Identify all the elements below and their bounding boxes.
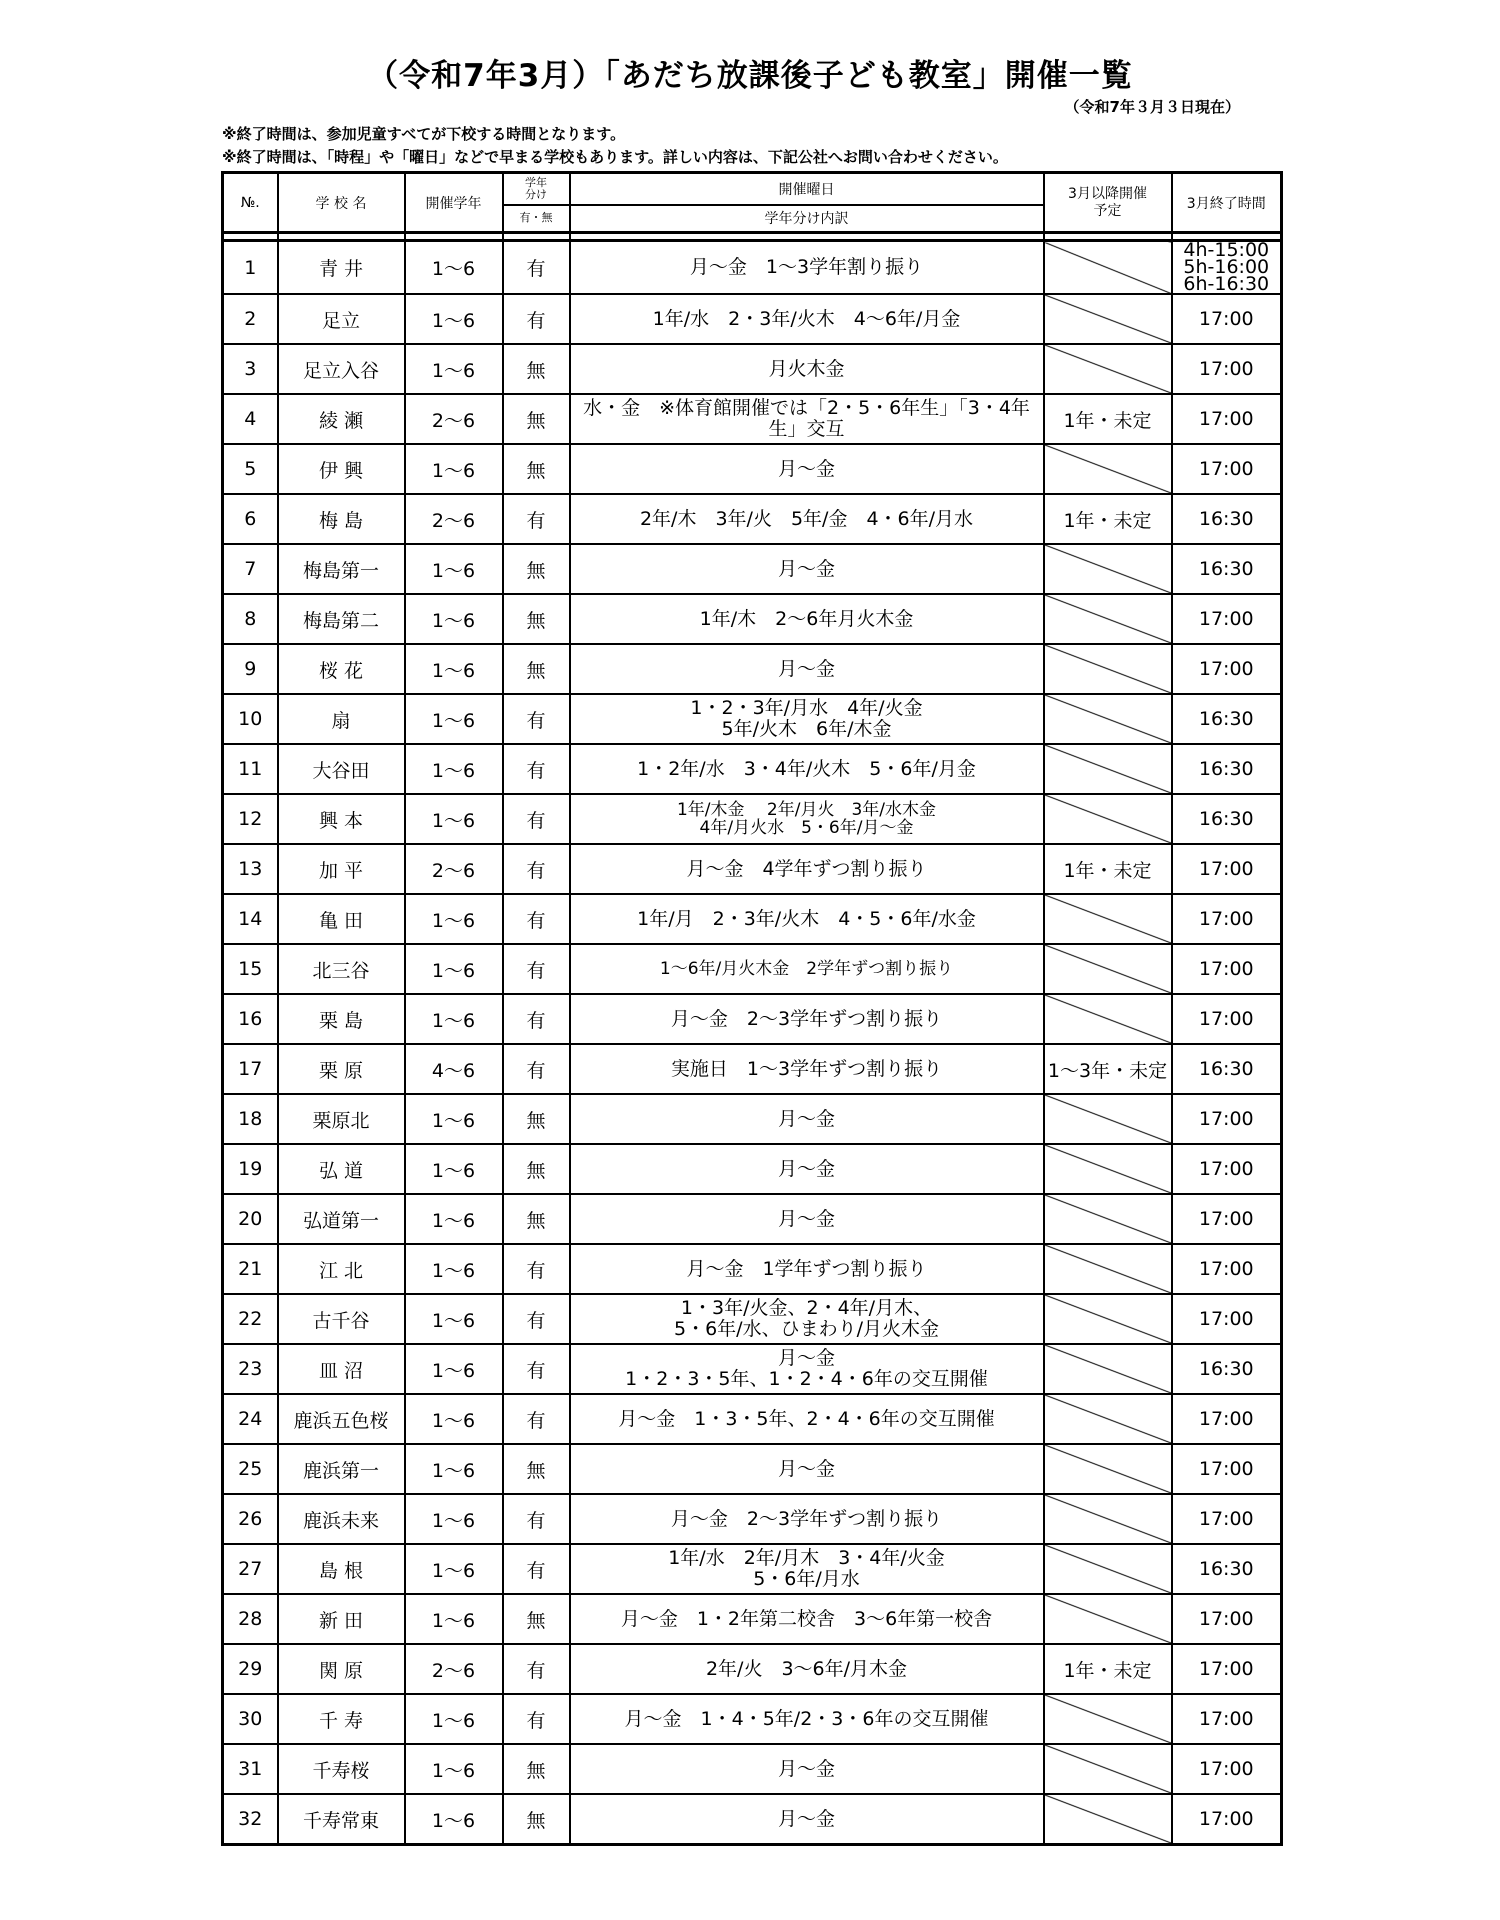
- row-number: 21: [223, 1244, 278, 1294]
- school-name: 扇: [278, 694, 405, 744]
- table-row: [223, 1394, 1282, 1444]
- grades-cell: 1～6: [405, 1344, 503, 1394]
- detail-cell: 月～金: [570, 444, 1044, 494]
- split-cell: 無: [503, 544, 570, 594]
- row-number: 11: [223, 744, 278, 794]
- end-time-cell: 16:30: [1172, 694, 1282, 744]
- end-time-cell: 16:30: [1172, 794, 1282, 844]
- table-row: [223, 444, 1282, 494]
- header-split-label: 学年分け: [525, 175, 547, 201]
- end-time-cell: 17:00: [1172, 1094, 1282, 1144]
- detail-cell: 1～6年/月火木金 2学年ずつ割り振り: [570, 944, 1044, 994]
- end-time-cell: 17:00: [1172, 994, 1282, 1044]
- split-cell: 有: [503, 1694, 570, 1744]
- row-number: 23: [223, 1344, 278, 1394]
- school-name: 関 原: [278, 1644, 405, 1694]
- march-plan-cell: [1044, 444, 1172, 494]
- split-cell: 無: [503, 1594, 570, 1644]
- table-row: [223, 1444, 1282, 1494]
- school-name: 梅 島: [278, 494, 405, 544]
- march-plan-cell: [1044, 594, 1172, 644]
- end-time-cell: 17:00: [1172, 1494, 1282, 1544]
- table-row: [223, 844, 1282, 894]
- grades-cell: 1～6: [405, 544, 503, 594]
- grades-cell: 1～6: [405, 1594, 503, 1644]
- detail-cell: 1年/木 2～6年月火木金: [570, 594, 1044, 644]
- row-number: 13: [223, 844, 278, 894]
- detail-cell: 月～金 1～3学年割り振り: [570, 241, 1044, 295]
- split-cell: 有: [503, 1044, 570, 1094]
- school-name: 弘道第一: [278, 1194, 405, 1244]
- detail-cell: 月～金: [570, 1094, 1044, 1144]
- detail-cell: 月火木金: [570, 344, 1044, 394]
- row-number: 28: [223, 1594, 278, 1644]
- schedule-table: [221, 171, 1283, 1846]
- detail-cell: 2年/木 3年/火 5年/金 4・6年/月水: [570, 494, 1044, 544]
- grades-cell: 1～6: [405, 1144, 503, 1194]
- grades-cell: 1～6: [405, 1294, 503, 1344]
- end-time-cell: 17:00: [1172, 1744, 1282, 1794]
- detail-cell: 1年/月 2・3年/火木 4・5・6年/水金: [570, 894, 1044, 944]
- table-row: [223, 1094, 1282, 1144]
- school-name: 大谷田: [278, 744, 405, 794]
- header-march-plan-label: 3月以降開催予定: [1068, 185, 1147, 219]
- row-number: 31: [223, 1744, 278, 1794]
- detail-cell: 月～金 1・2年第二校舎 3～6年第一校舎: [570, 1594, 1044, 1644]
- split-cell: 有: [503, 1244, 570, 1294]
- school-name: 伊 興: [278, 444, 405, 494]
- grades-cell: 1～6: [405, 444, 503, 494]
- table-row: [223, 1194, 1282, 1244]
- school-name: 足立入谷: [278, 344, 405, 394]
- end-time-cell: 17:00: [1172, 1444, 1282, 1494]
- end-time-cell: 17:00: [1172, 394, 1282, 444]
- school-name: 鹿浜未来: [278, 1494, 405, 1544]
- detail-cell: 月～金: [570, 1144, 1044, 1194]
- school-name: 青 井: [278, 241, 405, 295]
- row-number: 22: [223, 1294, 278, 1344]
- table-row: [223, 394, 1282, 444]
- march-plan-cell: [1044, 1794, 1172, 1845]
- table-row: [223, 594, 1282, 644]
- detail-cell: 1・3年/火金、2・4年/月木、 5・6年/水、ひまわり/月火木金: [570, 1294, 1044, 1344]
- grades-cell: 1～6: [405, 1194, 503, 1244]
- march-plan-cell: [1044, 794, 1172, 844]
- detail-cell: 月～金 2～3学年ずつ割り振り: [570, 994, 1044, 1044]
- grades-cell: 4～6: [405, 1044, 503, 1094]
- end-time-cell: 4h-15:00 5h-16:00 6h-16:30: [1172, 241, 1282, 295]
- march-plan-cell: 1年・未定: [1044, 394, 1172, 444]
- detail-cell: 2年/火 3～6年/月木金: [570, 1644, 1044, 1694]
- end-time-cell: 17:00: [1172, 1194, 1282, 1244]
- row-number: 5: [223, 444, 278, 494]
- row-number: 9: [223, 644, 278, 694]
- grades-cell: 2～6: [405, 844, 503, 894]
- split-cell: 有: [503, 1544, 570, 1594]
- march-plan-cell: [1044, 944, 1172, 994]
- school-name: 梅島第一: [278, 544, 405, 594]
- row-number: 30: [223, 1694, 278, 1744]
- march-plan-cell: [1044, 994, 1172, 1044]
- detail-cell: 1・2・3年/月水 4年/火金 5年/火木 6年/木金: [570, 694, 1044, 744]
- split-cell: 有: [503, 894, 570, 944]
- grades-cell: 1～6: [405, 894, 503, 944]
- row-number: 2: [223, 294, 278, 344]
- school-name: 北三谷: [278, 944, 405, 994]
- split-cell: 有: [503, 294, 570, 344]
- header-grades: 開催学年: [405, 173, 503, 233]
- table-body: [223, 241, 1282, 1845]
- detail-cell: 1年/水 2・3年/火木 4～6年/月金: [570, 294, 1044, 344]
- split-cell: 有: [503, 1644, 570, 1694]
- header-no: №.: [223, 173, 278, 233]
- march-plan-cell: [1044, 294, 1172, 344]
- row-number: 14: [223, 894, 278, 944]
- grades-cell: 2～6: [405, 1644, 503, 1694]
- detail-cell: 月～金 1・2・3・5年、1・2・4・6年の交互開催: [570, 1344, 1044, 1394]
- grades-cell: 1～6: [405, 794, 503, 844]
- school-name: 亀 田: [278, 894, 405, 944]
- end-time-cell: 17:00: [1172, 894, 1282, 944]
- grades-cell: 1～6: [405, 644, 503, 694]
- end-time-cell: 17:00: [1172, 1794, 1282, 1845]
- split-cell: 無: [503, 1194, 570, 1244]
- detail-cell: 実施日 1～3学年ずつ割り振り: [570, 1044, 1044, 1094]
- end-time-cell: 17:00: [1172, 1394, 1282, 1444]
- table-row: [223, 1544, 1282, 1594]
- row-number: 18: [223, 1094, 278, 1144]
- table-row: [223, 544, 1282, 594]
- march-plan-cell: [1044, 694, 1172, 744]
- school-name: 桜 花: [278, 644, 405, 694]
- school-name: 鹿浜第一: [278, 1444, 405, 1494]
- end-time-cell: 17:00: [1172, 444, 1282, 494]
- march-plan-cell: [1044, 1444, 1172, 1494]
- end-time-cell: 17:00: [1172, 1244, 1282, 1294]
- table-row: [223, 344, 1282, 394]
- table-row: [223, 994, 1282, 1044]
- header-split-values: 有・無: [503, 205, 570, 233]
- split-cell: 無: [503, 594, 570, 644]
- row-number: 25: [223, 1444, 278, 1494]
- split-cell: 無: [503, 1744, 570, 1794]
- header-march-end: 3月終了時間: [1172, 173, 1282, 233]
- split-cell: 有: [503, 1494, 570, 1544]
- march-plan-cell: 1～3年・未定: [1044, 1044, 1172, 1094]
- end-time-cell: 16:30: [1172, 1044, 1282, 1094]
- march-plan-cell: [1044, 1294, 1172, 1344]
- end-time-cell: 16:30: [1172, 1344, 1282, 1394]
- table-row: [223, 1644, 1282, 1694]
- march-plan-cell: [1044, 894, 1172, 944]
- table-row: [223, 494, 1282, 544]
- end-time-cell: 17:00: [1172, 294, 1282, 344]
- split-cell: 有: [503, 844, 570, 894]
- note-end-time: ※終了時間は、参加児童すべてが下校する時間となります。: [222, 125, 626, 143]
- table-row: [223, 794, 1282, 844]
- split-cell: 無: [503, 394, 570, 444]
- header-divider: [223, 233, 1282, 241]
- split-cell: 有: [503, 694, 570, 744]
- end-time-cell: 16:30: [1172, 494, 1282, 544]
- school-name: 鹿浜五色桜: [278, 1394, 405, 1444]
- row-number: 32: [223, 1794, 278, 1845]
- split-cell: 無: [503, 1444, 570, 1494]
- split-cell: 無: [503, 1794, 570, 1845]
- header-march-plan: [1044, 173, 1172, 233]
- march-plan-cell: [1044, 1394, 1172, 1444]
- march-plan-cell: [1044, 1494, 1172, 1544]
- march-plan-cell: [1044, 1244, 1172, 1294]
- grades-cell: 1～6: [405, 344, 503, 394]
- split-cell: 無: [503, 444, 570, 494]
- row-number: 17: [223, 1044, 278, 1094]
- march-plan-cell: [1044, 1344, 1172, 1394]
- table-header: [223, 173, 1282, 241]
- table-row: [223, 294, 1282, 344]
- grades-cell: 1～6: [405, 994, 503, 1044]
- march-plan-cell: [1044, 1594, 1172, 1644]
- march-plan-cell: [1044, 1094, 1172, 1144]
- split-cell: 無: [503, 644, 570, 694]
- grades-cell: 1～6: [405, 294, 503, 344]
- detail-cell: 月～金: [570, 1194, 1044, 1244]
- march-plan-cell: 1年・未定: [1044, 844, 1172, 894]
- end-time-cell: 17:00: [1172, 644, 1282, 694]
- march-plan-cell: 1年・未定: [1044, 494, 1172, 544]
- detail-cell: 月～金 1・3・5年、2・4・6年の交互開催: [570, 1394, 1044, 1444]
- row-number: 8: [223, 594, 278, 644]
- table-row: [223, 1594, 1282, 1644]
- end-time-cell: 17:00: [1172, 1294, 1282, 1344]
- row-number: 7: [223, 544, 278, 594]
- school-name: 皿 沼: [278, 1344, 405, 1394]
- grades-cell: 1～6: [405, 1694, 503, 1744]
- table-row: [223, 1694, 1282, 1744]
- row-number: 15: [223, 944, 278, 994]
- page-title: （令和7年3月）「あだち放課後子ども教室」開催一覧: [367, 58, 1133, 94]
- march-plan-cell: [1044, 744, 1172, 794]
- school-name: 梅島第二: [278, 594, 405, 644]
- grades-cell: 1～6: [405, 744, 503, 794]
- table-row: [223, 1494, 1282, 1544]
- end-time-cell: 17:00: [1172, 344, 1282, 394]
- row-number: 12: [223, 794, 278, 844]
- detail-cell: 月～金 1・4・5年/2・3・6年の交互開催: [570, 1694, 1044, 1744]
- detail-cell: 月～金: [570, 1744, 1044, 1794]
- school-name: 加 平: [278, 844, 405, 894]
- grades-cell: 1～6: [405, 594, 503, 644]
- split-cell: 有: [503, 1344, 570, 1394]
- note-early-finish: ※終了時間は、「時程」や「曜日」などで早まる学校もあります。詳しい内容は、下記公社へお問い合わせください。: [222, 148, 1008, 166]
- school-name: 綾 瀬: [278, 394, 405, 444]
- march-plan-cell: [1044, 544, 1172, 594]
- grades-cell: 1～6: [405, 1794, 503, 1845]
- table-row: [223, 694, 1282, 744]
- end-time-cell: 16:30: [1172, 744, 1282, 794]
- end-time-cell: 17:00: [1172, 1694, 1282, 1744]
- table-row: [223, 1794, 1282, 1845]
- march-plan-cell: [1044, 1144, 1172, 1194]
- school-name: 栗 島: [278, 994, 405, 1044]
- header-split: [503, 173, 570, 205]
- end-time-cell: 17:00: [1172, 1644, 1282, 1694]
- split-cell: 有: [503, 794, 570, 844]
- table-row: [223, 241, 1282, 295]
- grades-cell: 1～6: [405, 694, 503, 744]
- table-row: [223, 1294, 1282, 1344]
- detail-cell: 1・2年/水 3・4年/火木 5・6年/月金: [570, 744, 1044, 794]
- detail-cell: 月～金: [570, 544, 1044, 594]
- grades-cell: 1～6: [405, 1544, 503, 1594]
- split-cell: 有: [503, 494, 570, 544]
- row-number: 29: [223, 1644, 278, 1694]
- school-name: 千寿常東: [278, 1794, 405, 1845]
- school-name: 古千谷: [278, 1294, 405, 1344]
- school-name: 島 根: [278, 1544, 405, 1594]
- school-name: 新 田: [278, 1594, 405, 1644]
- split-cell: 有: [503, 994, 570, 1044]
- school-name: 興 本: [278, 794, 405, 844]
- row-number: 20: [223, 1194, 278, 1244]
- detail-cell: 1年/水 2年/月木 3・4年/火金 5・6年/月水: [570, 1544, 1044, 1594]
- school-name: 千寿桜: [278, 1744, 405, 1794]
- table-row: [223, 1044, 1282, 1094]
- split-cell: 有: [503, 1394, 570, 1444]
- row-number: 16: [223, 994, 278, 1044]
- school-name: 弘 道: [278, 1144, 405, 1194]
- school-name: 栗 原: [278, 1044, 405, 1094]
- table-row: [223, 1744, 1282, 1794]
- grades-cell: 1～6: [405, 1494, 503, 1544]
- school-name: 足立: [278, 294, 405, 344]
- split-cell: 有: [503, 944, 570, 994]
- detail-cell: 水・金 ※体育館開催では「2・5・6年生」「3・4年生」交互: [570, 394, 1044, 444]
- grades-cell: 1～6: [405, 1394, 503, 1444]
- march-plan-cell: [1044, 1194, 1172, 1244]
- march-plan-cell: [1044, 344, 1172, 394]
- end-time-cell: 16:30: [1172, 1544, 1282, 1594]
- detail-cell: 月～金: [570, 644, 1044, 694]
- detail-cell: 1年/木金 2年/月火 3年/水木金 4年/月火水 5・6年/月～金: [570, 794, 1044, 844]
- end-time-cell: 17:00: [1172, 844, 1282, 894]
- end-time-cell: 17:00: [1172, 594, 1282, 644]
- detail-cell: 月～金 2～3学年ずつ割り振り: [570, 1494, 1044, 1544]
- end-time-cell: 17:00: [1172, 1594, 1282, 1644]
- march-plan-cell: [1044, 1544, 1172, 1594]
- as-of-date: （令和7年３月３日現在）: [1064, 98, 1240, 116]
- table-row: [223, 1344, 1282, 1394]
- row-number: 27: [223, 1544, 278, 1594]
- table-row: [223, 644, 1282, 694]
- school-name: 江 北: [278, 1244, 405, 1294]
- detail-cell: 月～金: [570, 1444, 1044, 1494]
- detail-cell: 月～金: [570, 1794, 1044, 1845]
- table-row: [223, 894, 1282, 944]
- school-name: 千 寿: [278, 1694, 405, 1744]
- grades-cell: 1～6: [405, 241, 503, 295]
- split-cell: 無: [503, 344, 570, 394]
- row-number: 24: [223, 1394, 278, 1444]
- table-row: [223, 944, 1282, 994]
- split-cell: 有: [503, 1294, 570, 1344]
- row-number: 6: [223, 494, 278, 544]
- row-number: 1: [223, 241, 278, 295]
- row-number: 10: [223, 694, 278, 744]
- grades-cell: 1～6: [405, 1744, 503, 1794]
- split-cell: 無: [503, 1144, 570, 1194]
- march-plan-cell: [1044, 241, 1172, 295]
- header-split-detail: 学年分け内訳: [570, 205, 1044, 233]
- row-number: 3: [223, 344, 278, 394]
- header-school: 学 校 名: [278, 173, 405, 233]
- detail-cell: 月～金 1学年ずつ割り振り: [570, 1244, 1044, 1294]
- detail-cell: 月～金 4学年ずつ割り振り: [570, 844, 1044, 894]
- split-cell: 有: [503, 241, 570, 295]
- grades-cell: 1～6: [405, 1444, 503, 1494]
- grades-cell: 1～6: [405, 1244, 503, 1294]
- row-number: 26: [223, 1494, 278, 1544]
- grades-cell: 1～6: [405, 1094, 503, 1144]
- grades-cell: 2～6: [405, 494, 503, 544]
- grades-cell: 1～6: [405, 944, 503, 994]
- row-number: 19: [223, 1144, 278, 1194]
- end-time-cell: 16:30: [1172, 544, 1282, 594]
- grades-cell: 2～6: [405, 394, 503, 444]
- table-row: [223, 744, 1282, 794]
- split-cell: 有: [503, 744, 570, 794]
- march-plan-cell: [1044, 644, 1172, 694]
- march-plan-cell: [1044, 1694, 1172, 1744]
- header-days: 開催曜日: [570, 173, 1044, 205]
- table-row: [223, 1144, 1282, 1194]
- school-name: 栗原北: [278, 1094, 405, 1144]
- end-time-cell: 17:00: [1172, 1144, 1282, 1194]
- row-number: 4: [223, 394, 278, 444]
- march-plan-cell: 1年・未定: [1044, 1644, 1172, 1694]
- table-row: [223, 1244, 1282, 1294]
- end-time-cell: 17:00: [1172, 944, 1282, 994]
- split-cell: 無: [503, 1094, 570, 1144]
- march-plan-cell: [1044, 1744, 1172, 1794]
